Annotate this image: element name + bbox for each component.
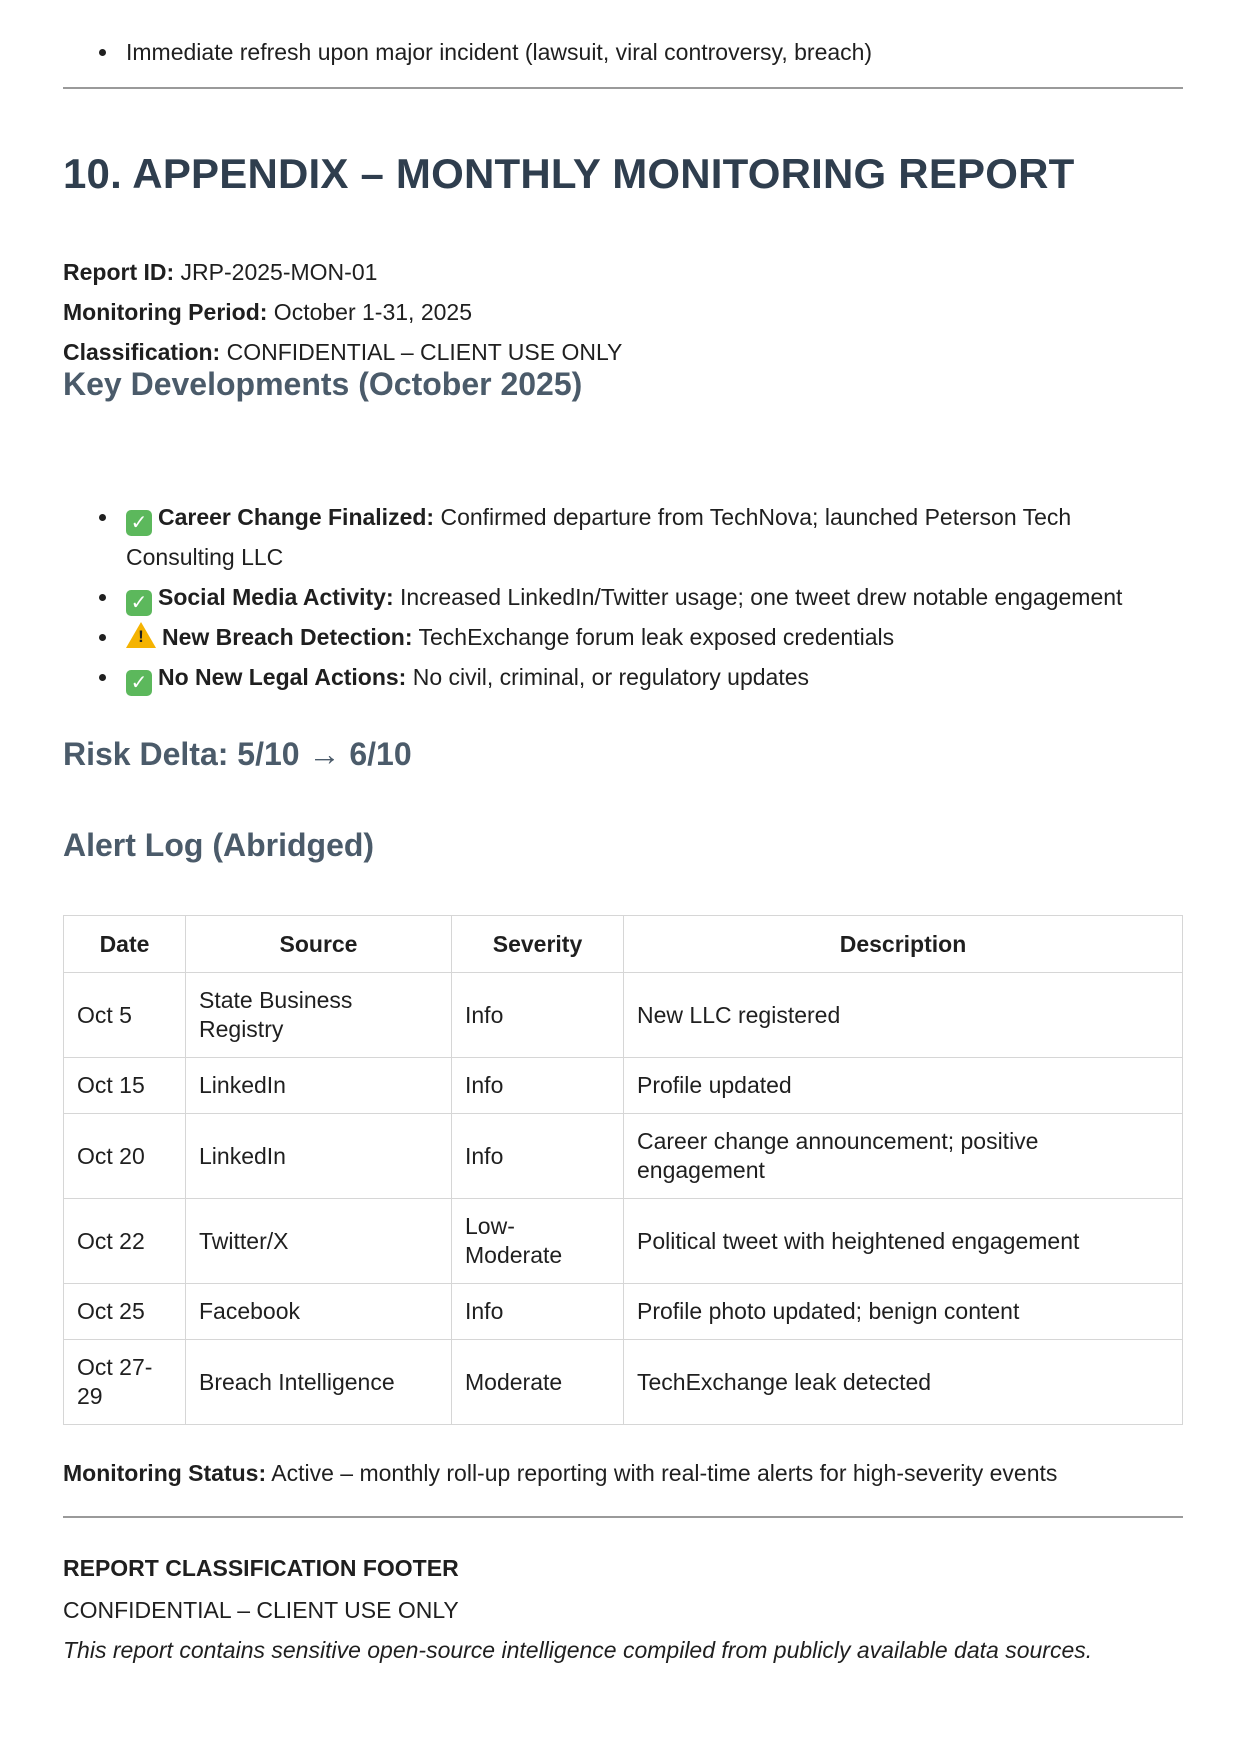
cell-description: Career change announcement; positive engagement	[624, 1114, 1183, 1199]
report-id-value: JRP-2025-MON-01	[174, 259, 378, 285]
table-row	[64, 1114, 1183, 1199]
cell-date: Oct 27-29	[64, 1340, 186, 1425]
key-developments-heading: Key Developments (October 2025)	[63, 366, 583, 402]
table-row	[64, 1199, 1183, 1284]
check-mark-icon: ✓	[126, 670, 152, 696]
horizontal-divider	[63, 87, 1183, 89]
cell-source: LinkedIn	[186, 1114, 452, 1199]
monitoring-period-label: Monitoring Period:	[63, 299, 268, 325]
cell-source: LinkedIn	[186, 1058, 452, 1114]
development-label: Social Media Activity:	[158, 584, 394, 610]
list-item	[63, 497, 1183, 577]
report-id-label: Report ID:	[63, 259, 175, 285]
cell-description: New LLC registered	[624, 973, 1183, 1058]
development-text-continuation: Consulting LLC	[126, 544, 284, 570]
list-item	[63, 617, 1183, 657]
report-id-row	[63, 252, 622, 292]
cell-description: TechExchange leak detected	[624, 1340, 1183, 1425]
list-item	[63, 36, 872, 68]
classification-value: CONFIDENTIAL – CLIENT USE ONLY	[220, 339, 623, 365]
cell-severity: Info	[452, 1058, 624, 1114]
table-row	[64, 1340, 1183, 1425]
list-item-text: Immediate refresh upon major incident (lawsuit, viral controversy, breach)	[126, 39, 873, 65]
footer-classification: CONFIDENTIAL – CLIENT USE ONLY	[63, 1597, 459, 1623]
horizontal-divider	[63, 1516, 1183, 1518]
footer-note: This report contains sensitive open-source intelligence compiled from publicly available data sources.	[63, 1637, 1093, 1663]
cell-severity: Moderate	[452, 1340, 624, 1425]
column-header-description: Description	[624, 916, 1183, 973]
cell-description: Political tweet with heightened engagement	[624, 1199, 1183, 1284]
table-header-row	[64, 916, 1183, 973]
monitoring-status-label: Monitoring Status:	[63, 1460, 267, 1486]
cell-description: Profile updated	[624, 1058, 1183, 1114]
carryover-bullet-list	[63, 36, 872, 68]
development-text: No civil, criminal, or regulatory updates	[406, 664, 810, 690]
table-row	[64, 1284, 1183, 1340]
list-item	[63, 657, 1183, 697]
cell-source: Twitter/X	[186, 1199, 452, 1284]
cell-date: Oct 25	[64, 1284, 186, 1340]
list-item	[63, 577, 1183, 617]
cell-source: State Business Registry	[186, 973, 452, 1058]
monitoring-period-value: October 1-31, 2025	[267, 299, 472, 325]
alert-log-table	[63, 915, 1183, 1425]
table-row	[64, 1058, 1183, 1114]
monitoring-status	[63, 1460, 1057, 1487]
footer-title: REPORT CLASSIFICATION FOOTER	[63, 1555, 459, 1581]
warning-icon: !	[126, 622, 156, 648]
alert-log-heading: Alert Log (Abridged)	[63, 827, 375, 863]
report-metadata	[63, 252, 622, 372]
monitoring-status-text: Active – monthly roll-up reporting with real-time alerts for high-severity events	[266, 1460, 1058, 1486]
check-mark-icon: ✓	[126, 510, 152, 536]
risk-delta-heading: Risk Delta: 5/10 → 6/10	[63, 736, 412, 772]
column-header-severity: Severity	[452, 916, 624, 973]
development-text: Increased LinkedIn/Twitter usage; one tweet drew notable engagement	[393, 584, 1123, 610]
cell-severity: Info	[452, 1114, 624, 1199]
column-header-date: Date	[64, 916, 186, 973]
cell-date: Oct 5	[64, 973, 186, 1058]
development-label: No New Legal Actions:	[158, 664, 407, 690]
section-heading: 10. APPENDIX – MONTHLY MONITORING REPORT	[63, 150, 1075, 197]
cell-description: Profile photo updated; benign content	[624, 1284, 1183, 1340]
development-label: New Breach Detection:	[162, 624, 413, 650]
cell-date: Oct 22	[64, 1199, 186, 1284]
table-row	[64, 973, 1183, 1058]
key-developments-list	[63, 497, 1183, 697]
column-header-source: Source	[186, 916, 452, 973]
cell-date: Oct 20	[64, 1114, 186, 1199]
development-text: Confirmed departure from TechNova; launched Peterson Tech	[434, 504, 1072, 530]
development-text: TechExchange forum leak exposed credentials	[412, 624, 895, 650]
cell-source: Facebook	[186, 1284, 452, 1340]
development-label: Career Change Finalized:	[158, 504, 435, 530]
cell-severity: Low-Moderate	[452, 1199, 624, 1284]
cell-date: Oct 15	[64, 1058, 186, 1114]
monitoring-period-row	[63, 292, 622, 332]
cell-severity: Info	[452, 973, 624, 1058]
classification-label: Classification:	[63, 339, 221, 365]
check-mark-icon: ✓	[126, 590, 152, 616]
cell-severity: Info	[452, 1284, 624, 1340]
cell-source: Breach Intelligence	[186, 1340, 452, 1425]
